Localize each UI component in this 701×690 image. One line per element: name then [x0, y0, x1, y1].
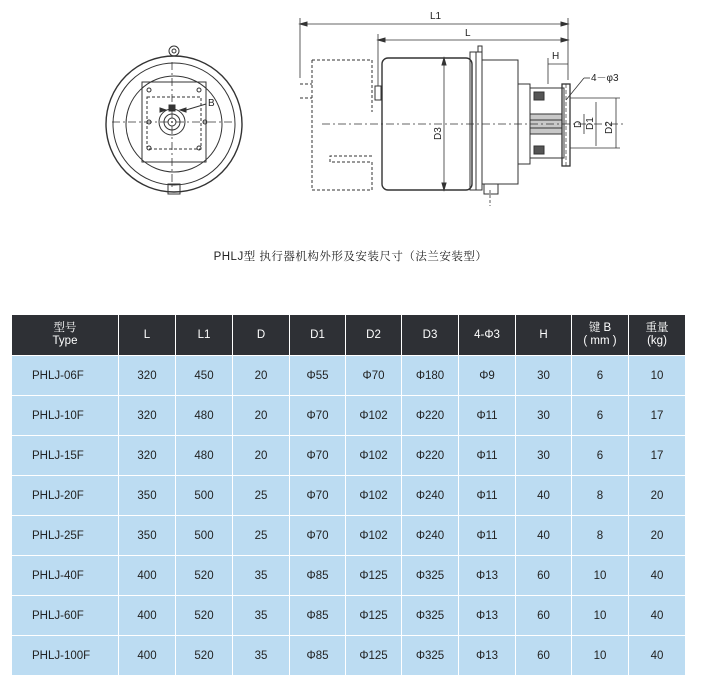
model-type-cell: PHLJ-15F: [12, 436, 119, 476]
table-cell: 20: [233, 396, 290, 436]
column-header-label: 型号: [53, 322, 77, 334]
table-cell: 500: [176, 476, 233, 516]
table-cell: Φ85: [290, 596, 346, 636]
table-cell: 20: [629, 516, 686, 556]
model-type-cell: PHLJ-60F: [12, 596, 119, 636]
column-header-sublabel: Type: [52, 335, 78, 347]
column-header-label: H: [539, 328, 548, 341]
table-cell: 40: [629, 636, 686, 676]
table-cell: 320: [119, 396, 176, 436]
table-cell: 60: [516, 556, 572, 596]
column-header: [290, 315, 346, 356]
table-row: [12, 396, 686, 436]
table-header-row: [12, 315, 686, 356]
table-cell: 400: [119, 556, 176, 596]
table-cell: 40: [516, 476, 572, 516]
table-body: [12, 356, 686, 676]
table-cell: 450: [176, 356, 233, 396]
table-cell: Φ70: [290, 516, 346, 556]
table-cell: 520: [176, 596, 233, 636]
column-header: [516, 315, 572, 356]
table-cell: 20: [629, 476, 686, 516]
d-label: D: [573, 120, 584, 128]
h-label: H: [552, 51, 560, 62]
table-cell: Φ11: [459, 396, 516, 436]
table-cell: 320: [119, 356, 176, 396]
table-cell: Φ70: [346, 356, 402, 396]
table-cell: 400: [119, 636, 176, 676]
table-cell: 8: [572, 516, 629, 556]
table-cell: 25: [233, 476, 290, 516]
table-cell: 6: [572, 436, 629, 476]
column-header-label: L1: [197, 328, 211, 341]
table-row: [12, 596, 686, 636]
table-cell: 17: [629, 436, 686, 476]
table-row: [12, 556, 686, 596]
column-header: [346, 315, 402, 356]
d3-label: D3: [433, 127, 444, 140]
table-cell: Φ70: [290, 396, 346, 436]
table-cell: 17: [629, 396, 686, 436]
table-cell: 350: [119, 516, 176, 556]
model-type-cell: PHLJ-06F: [12, 356, 119, 396]
table-cell: Φ220: [402, 436, 459, 476]
spec-table: [11, 314, 686, 676]
table-cell: Φ11: [459, 476, 516, 516]
table-cell: 35: [233, 596, 290, 636]
table-cell: 40: [629, 556, 686, 596]
column-header-label: 4-Φ3: [474, 328, 500, 341]
column-header: [572, 315, 629, 356]
table-cell: Φ11: [459, 516, 516, 556]
table-row: [12, 356, 686, 396]
table-cell: 35: [233, 636, 290, 676]
column-header-label: D2: [366, 328, 381, 341]
table-cell: 480: [176, 396, 233, 436]
table-cell: Φ180: [402, 356, 459, 396]
table-cell: Φ70: [290, 476, 346, 516]
table-cell: 40: [516, 516, 572, 556]
table-cell: Φ125: [346, 596, 402, 636]
table-cell: Φ102: [346, 476, 402, 516]
table-cell: Φ102: [346, 396, 402, 436]
table-cell: Φ70: [290, 436, 346, 476]
table-cell: Φ13: [459, 596, 516, 636]
table-cell: 30: [516, 396, 572, 436]
column-header: [629, 315, 686, 356]
table-cell: 30: [516, 356, 572, 396]
model-type-cell: PHLJ-40F: [12, 556, 119, 596]
table-cell: Φ13: [459, 636, 516, 676]
drawing-caption: PHLJ型 执行器机构外形及安装尺寸（法兰安装型）: [213, 251, 488, 263]
d1-label: D1: [585, 117, 596, 130]
table-cell: 10: [629, 356, 686, 396]
table-cell: 60: [516, 636, 572, 676]
table-cell: Φ125: [346, 636, 402, 676]
table-cell: Φ325: [402, 556, 459, 596]
table-cell: Φ125: [346, 556, 402, 596]
table-cell: Φ11: [459, 436, 516, 476]
table-cell: Φ55: [290, 356, 346, 396]
table-cell: Φ9: [459, 356, 516, 396]
table-cell: 30: [516, 436, 572, 476]
model-type-cell: PHLJ-20F: [12, 476, 119, 516]
table-cell: Φ85: [290, 556, 346, 596]
column-header-label: L: [143, 328, 151, 341]
table-row: [12, 636, 686, 676]
table-cell: Φ240: [402, 516, 459, 556]
table-cell: 320: [119, 436, 176, 476]
table-cell: 10: [572, 596, 629, 636]
table-cell: 40: [629, 596, 686, 636]
column-header: [12, 315, 119, 356]
table-cell: Φ240: [402, 476, 459, 516]
table-cell: 500: [176, 516, 233, 556]
l-label: L: [465, 28, 471, 39]
side-view: [300, 18, 626, 206]
table-cell: Φ325: [402, 596, 459, 636]
model-type-cell: PHLJ-25F: [12, 516, 119, 556]
table-cell: 20: [233, 356, 290, 396]
table-cell: 520: [176, 636, 233, 676]
table-cell: Φ220: [402, 396, 459, 436]
model-type-cell: PHLJ-10F: [12, 396, 119, 436]
d2-label: D2: [604, 121, 615, 134]
table-cell: Φ102: [346, 516, 402, 556]
column-header-label: D: [256, 328, 266, 341]
holes-label: 4－φ3: [591, 73, 619, 84]
column-header-label: D1: [310, 328, 325, 341]
table-row: [12, 476, 686, 516]
table-cell: 25: [233, 516, 290, 556]
table-cell: 60: [516, 596, 572, 636]
table-cell: Φ325: [402, 636, 459, 676]
column-header: [233, 315, 290, 356]
column-header: [402, 315, 459, 356]
model-type-cell: PHLJ-100F: [12, 636, 119, 676]
table-cell: 10: [572, 636, 629, 676]
table-cell: 35: [233, 556, 290, 596]
table-cell: 8: [572, 476, 629, 516]
column-header-label: 重量: [645, 322, 669, 334]
table-cell: 350: [119, 476, 176, 516]
table-cell: 6: [572, 356, 629, 396]
table-row: [12, 516, 686, 556]
column-header-label: D3: [422, 328, 438, 341]
column-header-sublabel: (kg): [647, 335, 667, 347]
table-cell: 6: [572, 396, 629, 436]
table-cell: 480: [176, 436, 233, 476]
column-header-label: 键 B: [588, 322, 612, 334]
column-header: [176, 315, 233, 356]
table-cell: Φ102: [346, 436, 402, 476]
table-cell: Φ13: [459, 556, 516, 596]
l1-label: L1: [430, 11, 442, 22]
table-cell: 20: [233, 436, 290, 476]
table-cell: 520: [176, 556, 233, 596]
key-b-label: B: [208, 98, 215, 109]
table-row: [12, 436, 686, 476]
column-header: [119, 315, 176, 356]
column-header-sublabel: ( mm ): [583, 335, 617, 347]
table-cell: 10: [572, 556, 629, 596]
table-cell: 400: [119, 596, 176, 636]
technical-drawing: [0, 0, 701, 240]
column-header: [459, 315, 516, 356]
table-cell: Φ85: [290, 636, 346, 676]
front-view: [106, 46, 242, 194]
